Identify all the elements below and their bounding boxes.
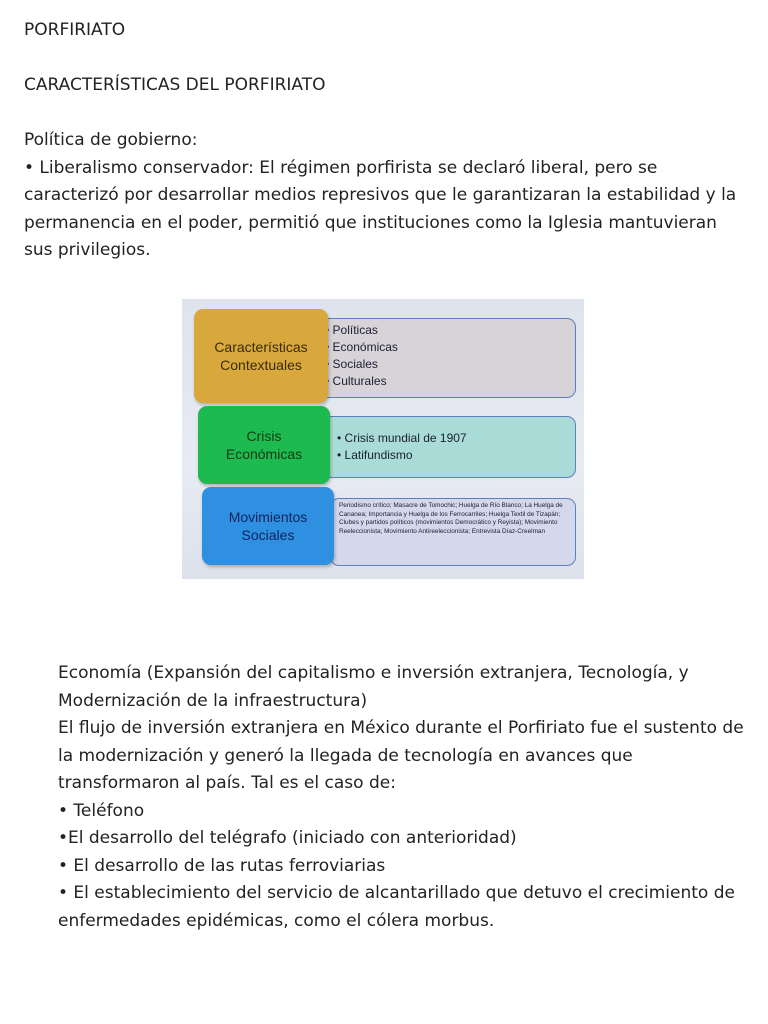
movements-label <box>202 487 334 565</box>
label-line: Económicas <box>225 446 303 462</box>
list-item: • Sociales <box>325 356 575 373</box>
list-item: • Económicas <box>325 339 575 356</box>
bullet-paragraph: • Liberalismo conservador: El régimen porfirista se declaró liberal, pero se caracterizó por desarrollar medios represivos que le garantizaran la estabilidad y la permanencia en el poder, permitió que instituciones como la Iglesia mantuvieran sus privilegios. <box>24 157 742 260</box>
economy-bullet: • Teléfono <box>58 800 145 821</box>
label-line: Movimientos <box>228 509 308 525</box>
contextual-items-box <box>310 318 576 398</box>
spacer <box>24 45 744 73</box>
intro-section <box>24 17 744 265</box>
economy-heading: Economía (Expansión del capitalismo e inversión extranjera, Tecnología, y Modernización de la infraestructura) <box>58 663 695 711</box>
page-title: PORFIRIATO <box>24 20 126 40</box>
contextual-items-list <box>311 319 575 390</box>
list-item: • Crisis mundial de 1907 <box>337 430 575 447</box>
economy-intro: El flujo de inversión extranjera en México durante el Porfiriato fue el sustento de la modernización y generó la llegada de tecnología en avances que transformaron al país. Tal es el caso de: <box>58 718 750 793</box>
economy-bullet: • El desarrollo de las rutas ferroviarias <box>58 855 386 876</box>
label-line: Contextuales <box>220 357 302 373</box>
list-item: • Latifundismo <box>337 447 575 464</box>
subsection-heading: Política de gobierno: <box>24 130 198 150</box>
movements-items-box <box>330 498 576 566</box>
crisis-items-list <box>323 417 575 464</box>
crisis-label <box>198 406 330 484</box>
label-line: Crisis <box>246 428 282 444</box>
list-item: • Políticas <box>325 322 575 339</box>
section-title: CARACTERÍSTICAS DEL PORFIRIATO <box>24 75 326 95</box>
list-item: • Culturales <box>325 373 575 390</box>
label-line: Sociales <box>241 527 295 543</box>
economy-bullet: •El desarrollo del telégrafo (iniciado con anterioridad) <box>58 828 517 848</box>
movements-paragraph: Periodismo crítico; Masacre de Tomochic; Huelga de Río Blanco; La Huelga de Cananea; Importancia y Huelga de los Ferrocarriles; Huelga Textil de Tizapán; Clubes y partidos políticos (movimientos Democrático y Reyista); Movimiento Reeleccionista; Movimiento Antireeleccionista; Entrevista Díaz-Creelman <box>339 502 563 535</box>
spacer <box>24 100 744 128</box>
crisis-items-box <box>322 416 576 478</box>
economy-section <box>58 660 748 935</box>
economy-bullet: • El establecimiento del servicio de alcantarillado que detuvo el crecimiento de enfermedades epidémicas, como el cólera morbus. <box>58 883 741 931</box>
contextual-label <box>194 309 328 403</box>
label-line: Características <box>214 339 308 355</box>
porfiriato-diagram-image <box>182 299 584 579</box>
